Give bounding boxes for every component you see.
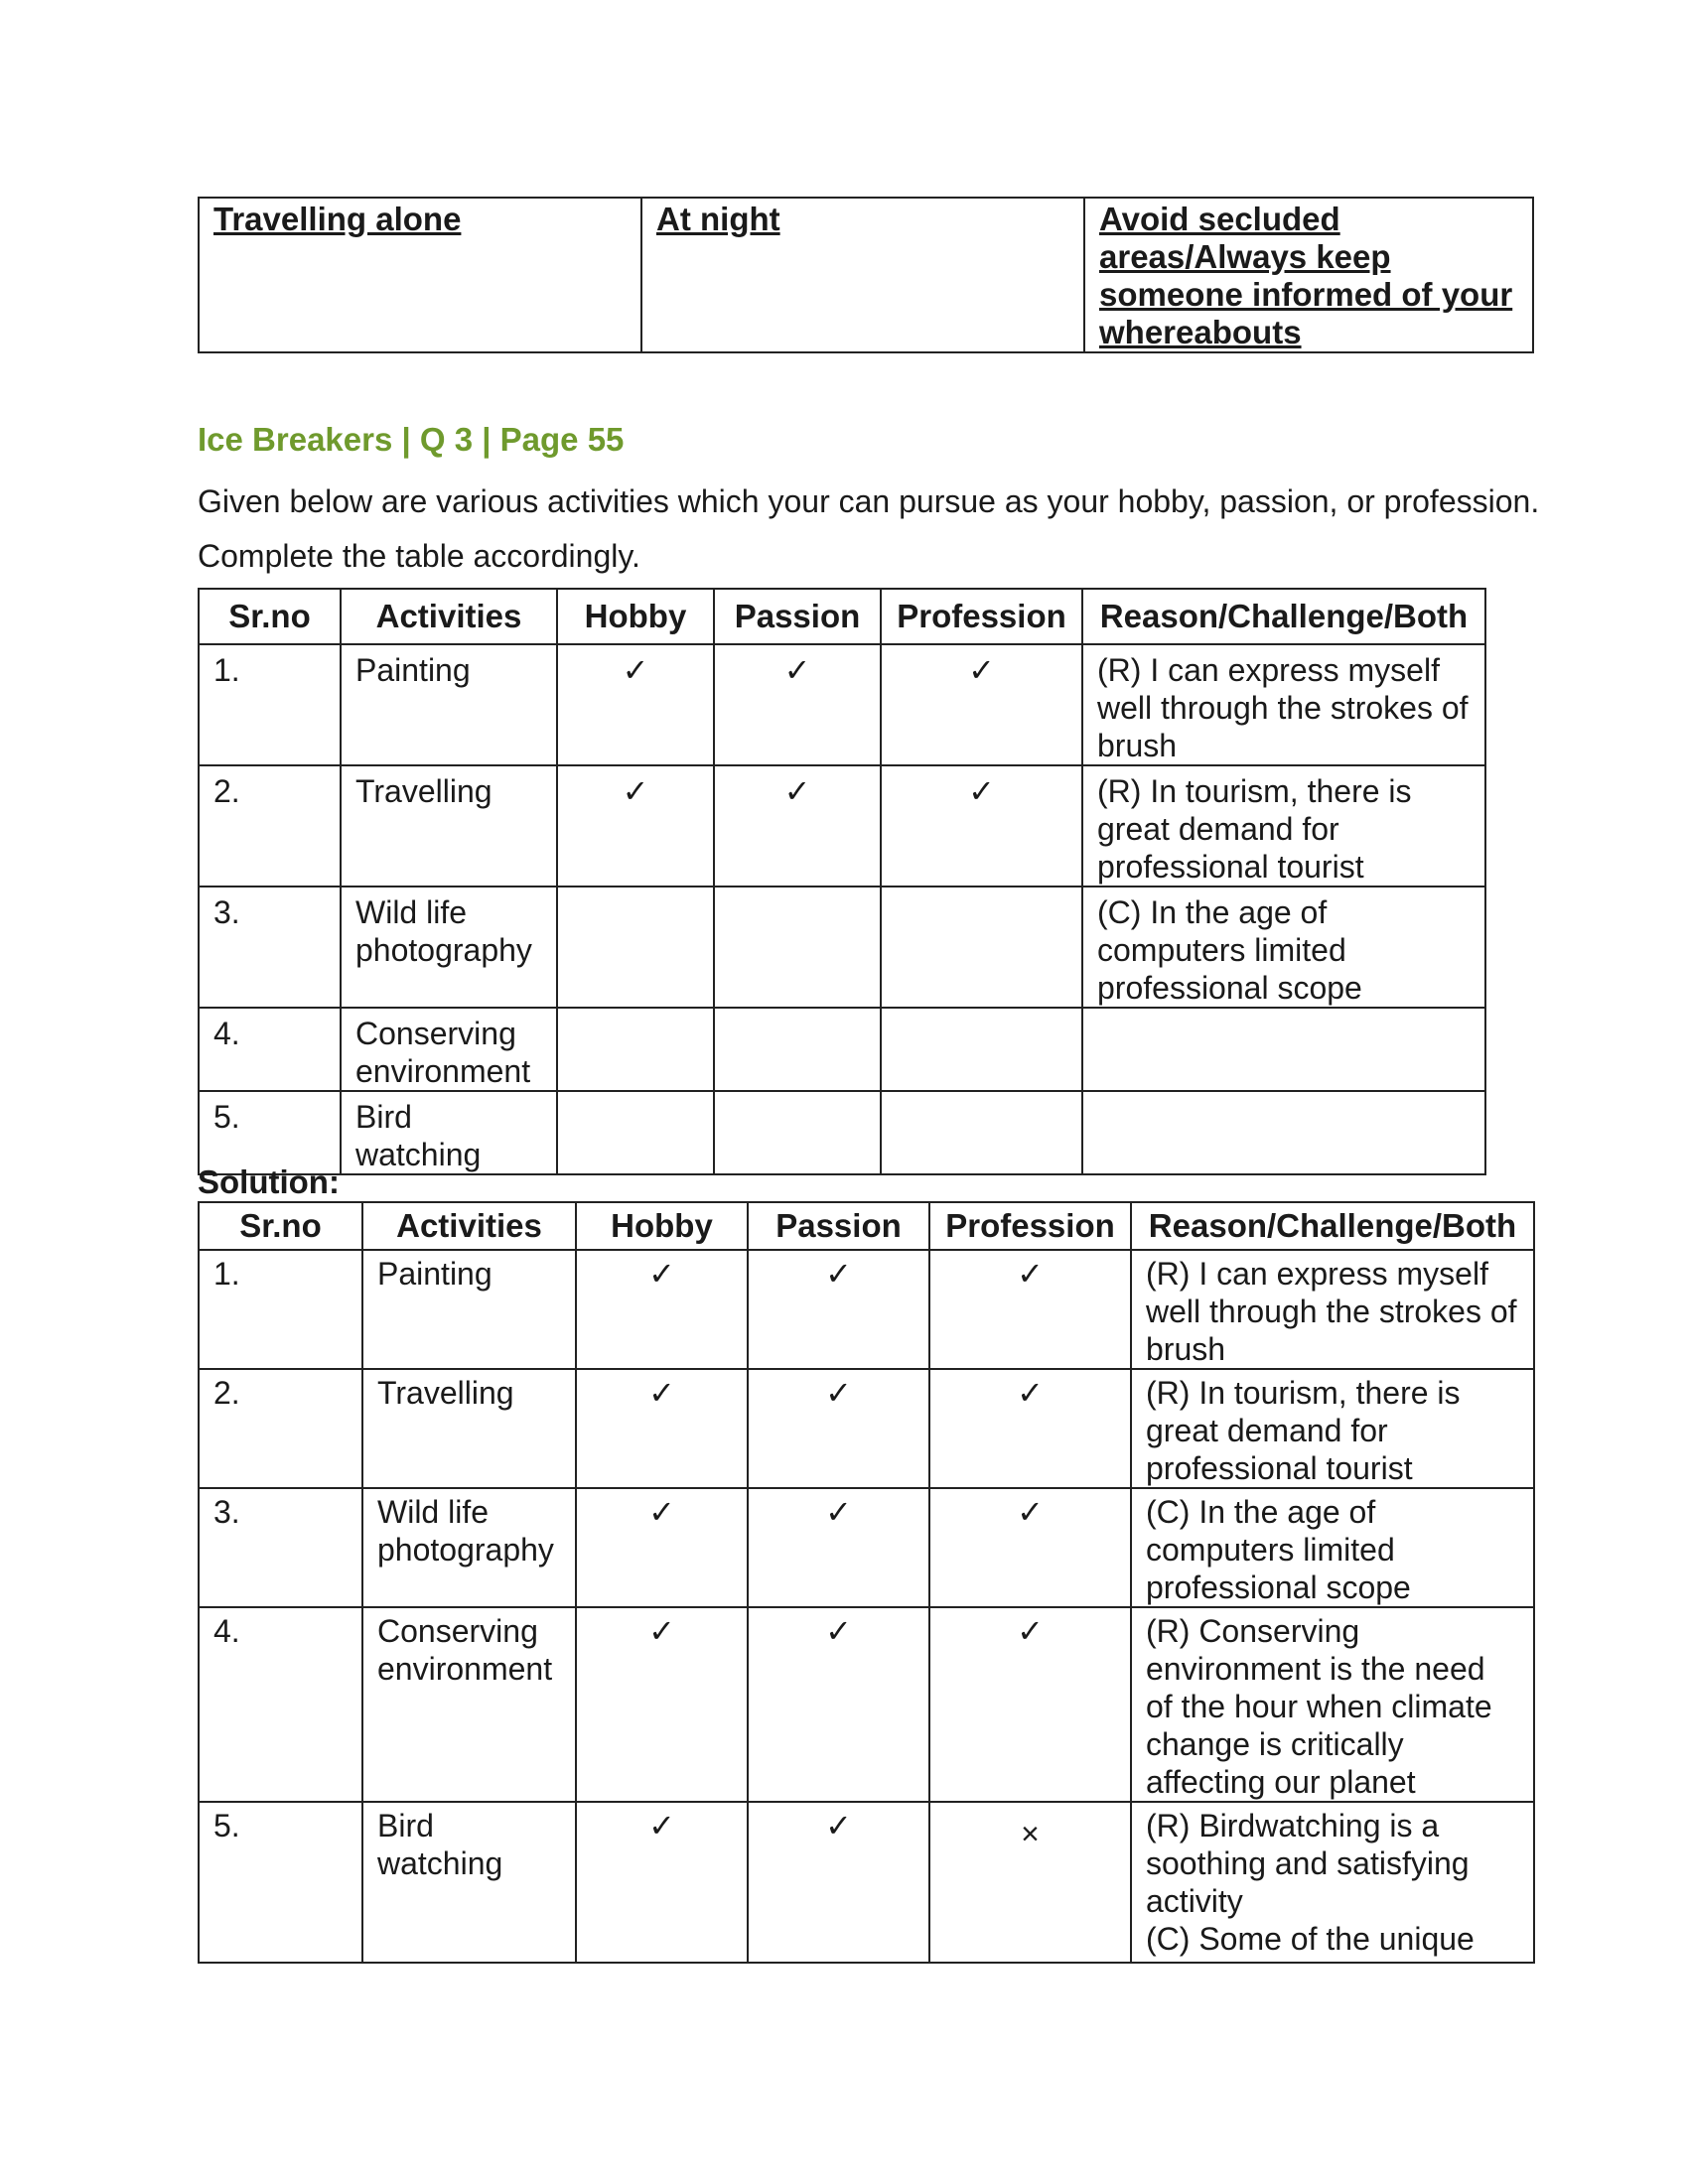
reason-cell: (R) In tourism, there is great demand for professional tourist (1082, 765, 1485, 887)
reason-cell (1131, 1802, 1534, 1963)
check-mark: ✓ (576, 1488, 748, 1607)
reason-cell: (R) In tourism, there is great demand for professional tourist (1131, 1369, 1534, 1488)
check-mark: ✓ (929, 1607, 1131, 1802)
reason-cell: (R) I can express myself well through the strokes of brush (1131, 1250, 1534, 1369)
column-header: Reason/Challenge/Both (1082, 589, 1485, 644)
check-cell (557, 887, 714, 1008)
sr-cell: 3. (199, 887, 341, 1008)
check-mark: ✓ (557, 644, 714, 765)
check-cell (881, 1091, 1082, 1174)
activity-cell: Bird watching (341, 1091, 557, 1174)
column-header: Hobby (576, 1202, 748, 1250)
check-mark: ✓ (748, 1488, 929, 1607)
table-row (199, 1802, 1534, 1963)
check-cell (714, 1091, 881, 1174)
sr-cell: 2. (199, 1369, 362, 1488)
column-header: Hobby (557, 589, 714, 644)
check-mark: ✓ (748, 1369, 929, 1488)
check-cell (557, 1008, 714, 1091)
table-row (199, 1091, 1485, 1174)
check-cell (881, 1008, 1082, 1091)
reason-cell: (C) In the age of computers limited professional scope (1082, 887, 1485, 1008)
activity-cell: Painting (362, 1250, 576, 1369)
sr-cell: 5. (199, 1802, 362, 1963)
activity-cell: Wild life photography (341, 887, 557, 1008)
column-header: Sr.no (199, 1202, 362, 1250)
header-row (199, 1202, 1534, 1250)
challenge-text: (C) Some of the unique (1146, 1921, 1475, 1957)
table-cell: At night (641, 198, 1084, 352)
check-mark: ✓ (881, 765, 1082, 887)
sr-cell: 5. (199, 1091, 341, 1174)
table-row (199, 644, 1485, 765)
check-mark: ✓ (576, 1369, 748, 1488)
sr-cell: 2. (199, 765, 341, 887)
check-mark: ✓ (929, 1488, 1131, 1607)
table-row (199, 1488, 1534, 1607)
column-header: Reason/Challenge/Both (1131, 1202, 1534, 1250)
reason-cell: (R) Conserving environment is the need of the hour when climate change is critically affecting our planet (1131, 1607, 1534, 1802)
activity-cell: Bird watching (362, 1802, 576, 1963)
table-row (199, 1250, 1534, 1369)
check-mark: ✓ (929, 1369, 1131, 1488)
safety-table (198, 197, 1534, 353)
check-cell (714, 1008, 881, 1091)
activity-cell: Travelling (362, 1369, 576, 1488)
column-header: Activities (362, 1202, 576, 1250)
check-cell (881, 887, 1082, 1008)
cross-mark: × (929, 1802, 1131, 1963)
sr-cell: 1. (199, 1250, 362, 1369)
column-header: Profession (929, 1202, 1131, 1250)
table-row (199, 887, 1485, 1008)
table-row (199, 1008, 1485, 1091)
question-table (198, 588, 1486, 1175)
solution-table (198, 1201, 1535, 1964)
check-mark: ✓ (929, 1250, 1131, 1369)
sr-cell: 4. (199, 1008, 341, 1091)
sr-cell: 4. (199, 1607, 362, 1802)
check-mark: ✓ (576, 1250, 748, 1369)
check-mark: ✓ (748, 1250, 929, 1369)
activity-cell: Travelling (341, 765, 557, 887)
reason-cell (1082, 1091, 1485, 1174)
check-mark: ✓ (748, 1802, 929, 1963)
table-cell: Avoid secluded areas/Always keep someone informed of your whereabouts (1084, 198, 1533, 352)
check-mark: ✓ (576, 1607, 748, 1802)
check-mark: ✓ (748, 1607, 929, 1802)
column-header: Sr.no (199, 589, 341, 644)
activity-cell: Conserving environment (362, 1607, 576, 1802)
table-row (199, 1369, 1534, 1488)
solution-label: Solution: (198, 1163, 340, 1200)
instructions-paragraph: Given below are various activities which your can pursue as your hobby, passion, or profession. Complete the table accordingly. (198, 483, 1540, 574)
header-row (199, 589, 1485, 644)
column-header: Passion (748, 1202, 929, 1250)
table-row (199, 198, 1533, 352)
activity-cell: Conserving environment (341, 1008, 557, 1091)
reason-cell: (C) In the age of computers limited professional scope (1131, 1488, 1534, 1607)
activity-cell: Painting (341, 644, 557, 765)
check-mark: ✓ (881, 644, 1082, 765)
table-row (199, 1607, 1534, 1802)
column-header: Passion (714, 589, 881, 644)
sr-cell: 3. (199, 1488, 362, 1607)
column-header: Profession (881, 589, 1082, 644)
sr-cell: 1. (199, 644, 341, 765)
check-mark: ✓ (714, 644, 881, 765)
check-cell (557, 1091, 714, 1174)
reason-cell (1082, 1008, 1485, 1091)
check-mark: ✓ (714, 765, 881, 887)
table-row (199, 765, 1485, 887)
check-cell (714, 887, 881, 1008)
column-header: Activities (341, 589, 557, 644)
activity-cell: Wild life photography (362, 1488, 576, 1607)
reason-cell: (R) I can express myself well through the strokes of brush (1082, 644, 1485, 765)
check-mark: ✓ (576, 1802, 748, 1963)
table-cell: Travelling alone (199, 198, 641, 352)
reason-text: (R) Birdwatching is a soothing and satisfying activity (1146, 1808, 1470, 1919)
check-mark: ✓ (557, 765, 714, 887)
section-heading: Ice Breakers | Q 3 | Page 55 (198, 421, 625, 458)
